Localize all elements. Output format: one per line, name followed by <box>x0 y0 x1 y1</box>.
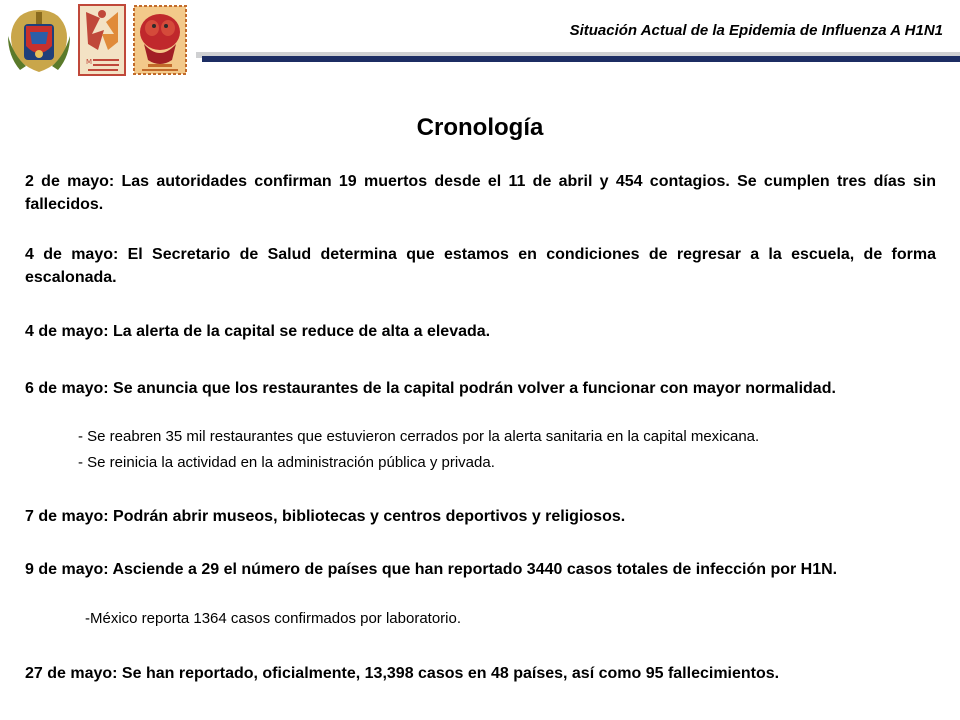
entry-may-2: 2 de mayo: Las autoridades confirman 19 muertos desde el 11 de abril y 454 contagios. Se cumplen tres días sin fallecidos. <box>25 173 936 213</box>
header-rule <box>196 52 960 66</box>
entry-may-9: 9 de mayo: Asciende a 29 el número de países que han reportado 3440 casos totales de infección por H1N. <box>25 561 838 578</box>
entry-may-9-sub-mexico: -México reporta 1364 casos confirmados por laboratorio. <box>85 610 462 627</box>
entry-may-7: 7 de mayo: Podrán abrir museos, bibliotecas y centros deportivos y religiosos. <box>25 508 626 525</box>
header-title: Situación Actual de la Epidemia de Influenza A H1N1 <box>569 22 943 39</box>
svg-text:M: M <box>86 58 93 66</box>
entry-may-4-school: 4 de mayo: El Secretario de Salud determina que estamos en condiciones de regresar a la escuela, de forma escalonada. <box>25 246 936 286</box>
entry-may-6: 6 de mayo: Se anuncia que los restaurantes de la capital podrán volver a funcionar con mayor normalidad. <box>25 380 836 397</box>
entry-may-4-alert: 4 de mayo: La alerta de la capital se reduce de alta a elevada. <box>25 323 491 340</box>
faculty-dance-logo <box>78 4 126 76</box>
header-rule-navy <box>202 56 960 62</box>
entry-may-6-sub-administration: - Se reinicia la actividad en la administración pública y privada. <box>78 454 495 471</box>
mexican-ceremonial-logo <box>132 4 188 76</box>
unam-crest-logo <box>6 6 72 74</box>
entry-may-6-sub-restaurants: - Se reabren 35 mil restaurantes que estuvieron cerrados por la alerta sanitaria en la capital mexicana. <box>78 428 760 445</box>
entry-may-27: 27 de mayo: Se han reportado, oficialmente, 13,398 casos en 48 países, así como 95 fallecimientos. <box>25 665 780 682</box>
page-heading: Cronología <box>416 114 544 141</box>
